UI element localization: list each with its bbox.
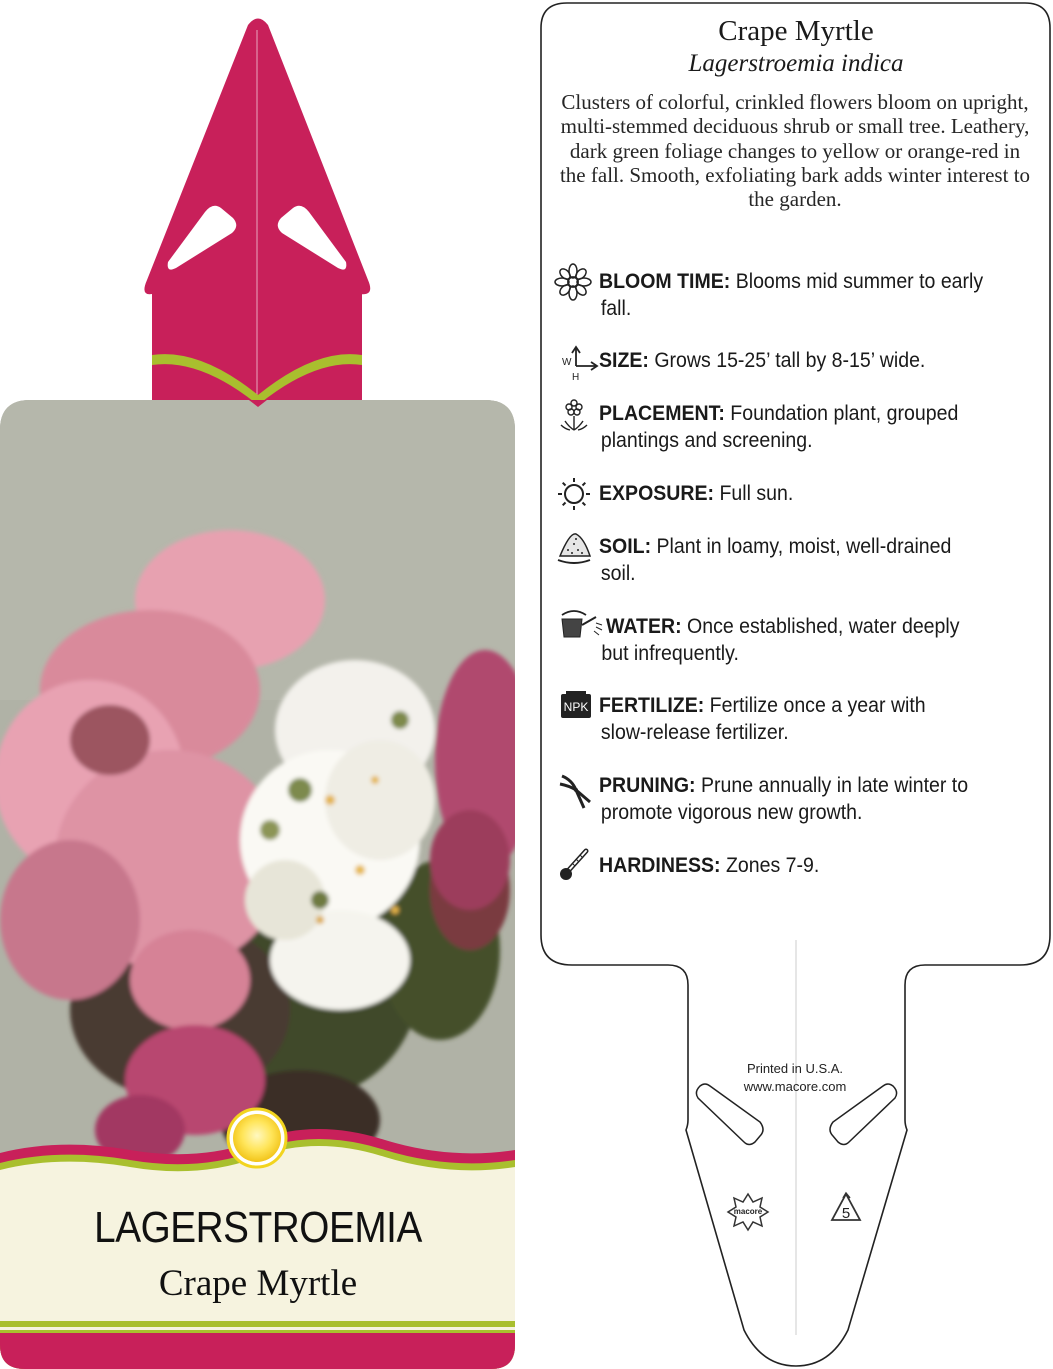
care-label: PRUNING: [599,774,696,797]
svg-text:5: 5 [841,1205,851,1222]
svg-text:macore: macore [733,1207,763,1216]
front-genus-name: LAGERSTROEMIA [94,1203,422,1252]
care-line: Prune annually in late winter to [701,774,969,797]
care-line-2: fall. [600,297,632,320]
care-line: Once established, water deeply [687,615,960,638]
care-line: Full sun. [719,482,794,505]
plant-description: Clusters of colorful, crinkled flowers bloom on upright, multi-stemmed deciduous shrub or small tree. Leathery, dark green foliage changes to yellow or orange-red in the fall. Smooth, exfoliating bark adds winter interest to the garden. [559,90,1031,212]
care-line: Blooms mid summer to early [735,270,984,293]
care-line-2: slow-release fertilizer. [600,721,789,744]
printed-info [690,1060,900,1096]
care-line-2: soil. [600,562,636,585]
front-common-name: Crape Myrtle [158,1263,358,1304]
printed-in: Printed in U.S.A. [746,1061,844,1076]
back-title: Crape Myrtle [718,15,874,47]
care-label: FERTILIZE: [599,694,705,717]
care-line: Grows 15-25’ tall by 8-15’ wide. [654,349,926,372]
care-label: BLOOM TIME: [599,270,731,293]
care-line-2: promote vigorous new growth. [600,801,863,824]
svg-text:W: W [562,357,572,368]
website: www.macore.com [743,1079,847,1094]
care-label: SIZE: [599,349,649,372]
care-line: Foundation plant, grouped [730,402,959,425]
care-line: Zones 7-9. [725,854,820,877]
care-line-2: plantings and screening. [600,429,813,452]
care-label: EXPOSURE: [599,482,715,505]
front-tag [0,19,535,1369]
scientific-name: Lagerstroemia indica [688,50,904,77]
care-label: WATER: [606,615,682,638]
care-line: Fertilize once a year with [709,694,926,717]
care-label: SOIL: [599,535,652,558]
svg-text:H: H [572,372,580,383]
care-label: PLACEMENT: [599,402,725,425]
care-label: HARDINESS: [599,854,721,877]
svg-text:NPK: NPK [563,700,589,714]
full-sun-icon [227,1108,287,1168]
npk-icon [561,691,591,718]
care-line: Plant in loamy, moist, well-drained [656,535,952,558]
care-line-2: but infrequently. [601,642,739,665]
